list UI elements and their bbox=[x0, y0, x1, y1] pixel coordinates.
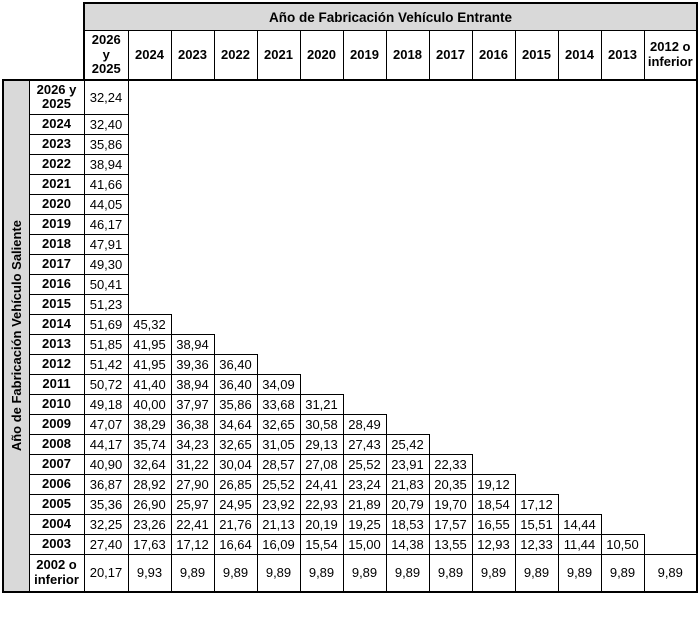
data-cell: 32,64 bbox=[128, 454, 171, 474]
data-cell: 25,42 bbox=[386, 434, 429, 454]
data-cell: 15,54 bbox=[300, 534, 343, 554]
data-cell: 20,19 bbox=[300, 514, 343, 534]
table-row bbox=[3, 374, 697, 394]
empty-corner bbox=[3, 3, 84, 80]
data-cell: 51,69 bbox=[84, 314, 128, 334]
row-header: 2002 o inferior bbox=[29, 554, 84, 592]
data-cell: 31,05 bbox=[257, 434, 300, 454]
data-cell: 38,29 bbox=[128, 414, 171, 434]
table-row bbox=[3, 214, 697, 234]
data-cell: 39,36 bbox=[171, 354, 214, 374]
data-cell: 28,57 bbox=[257, 454, 300, 474]
data-cell: 36,87 bbox=[84, 474, 128, 494]
table-row bbox=[3, 334, 697, 354]
column-header-row bbox=[3, 31, 697, 81]
empty-region bbox=[128, 234, 697, 254]
saliente-axis-strip bbox=[3, 80, 29, 592]
empty-region bbox=[386, 414, 697, 434]
col-header: 2016 bbox=[472, 31, 515, 81]
data-cell: 50,41 bbox=[84, 274, 128, 294]
empty-region bbox=[515, 474, 697, 494]
empty-region bbox=[128, 174, 697, 194]
data-cell: 15,00 bbox=[343, 534, 386, 554]
row-header: 2020 bbox=[29, 194, 84, 214]
data-cell: 15,51 bbox=[515, 514, 558, 534]
data-cell: 27,40 bbox=[84, 534, 128, 554]
empty-region bbox=[128, 254, 697, 274]
empty-region bbox=[128, 194, 697, 214]
data-cell: 23,91 bbox=[386, 454, 429, 474]
data-cell: 32,65 bbox=[214, 434, 257, 454]
data-cell: 41,95 bbox=[128, 354, 171, 374]
data-cell: 9,89 bbox=[515, 554, 558, 592]
header-banner-row bbox=[3, 3, 697, 31]
table-row bbox=[3, 234, 697, 254]
data-cell: 28,49 bbox=[343, 414, 386, 434]
table-row bbox=[3, 80, 697, 114]
data-cell: 38,94 bbox=[84, 154, 128, 174]
empty-region bbox=[128, 154, 697, 174]
row-header: 2007 bbox=[29, 454, 84, 474]
col-header: 2022 bbox=[214, 31, 257, 81]
data-cell: 38,94 bbox=[171, 334, 214, 354]
data-cell: 9,89 bbox=[601, 554, 644, 592]
data-cell: 26,85 bbox=[214, 474, 257, 494]
col-header: 2018 bbox=[386, 31, 429, 81]
table-row bbox=[3, 114, 697, 134]
data-cell: 37,97 bbox=[171, 394, 214, 414]
table-row bbox=[3, 414, 697, 434]
col-header: 2017 bbox=[429, 31, 472, 81]
data-cell: 34,64 bbox=[214, 414, 257, 434]
data-cell: 19,12 bbox=[472, 474, 515, 494]
table-row bbox=[3, 434, 697, 454]
data-cell: 12,93 bbox=[472, 534, 515, 554]
data-cell: 49,18 bbox=[84, 394, 128, 414]
table-row bbox=[3, 194, 697, 214]
data-cell: 9,89 bbox=[558, 554, 601, 592]
data-cell: 35,36 bbox=[84, 494, 128, 514]
col-header: 2012 o inferior bbox=[644, 31, 697, 81]
row-header: 2017 bbox=[29, 254, 84, 274]
entrante-axis-title: Año de Fabricación Vehículo Entrante bbox=[84, 3, 697, 31]
data-cell: 44,05 bbox=[84, 194, 128, 214]
table-row bbox=[3, 514, 697, 534]
data-cell: 41,66 bbox=[84, 174, 128, 194]
table-row bbox=[3, 494, 697, 514]
table-row bbox=[3, 254, 697, 274]
empty-region bbox=[128, 80, 697, 114]
data-cell: 25,52 bbox=[343, 454, 386, 474]
data-cell: 34,09 bbox=[257, 374, 300, 394]
data-cell: 28,92 bbox=[128, 474, 171, 494]
data-cell: 35,86 bbox=[84, 134, 128, 154]
data-cell: 35,86 bbox=[214, 394, 257, 414]
col-header: 2024 bbox=[128, 31, 171, 81]
data-cell: 9,89 bbox=[343, 554, 386, 592]
row-header: 2014 bbox=[29, 314, 84, 334]
empty-region bbox=[429, 434, 697, 454]
data-cell: 20,35 bbox=[429, 474, 472, 494]
data-cell: 36,38 bbox=[171, 414, 214, 434]
data-cell: 9,93 bbox=[128, 554, 171, 592]
data-cell: 51,42 bbox=[84, 354, 128, 374]
col-header: 2015 bbox=[515, 31, 558, 81]
row-header: 2022 bbox=[29, 154, 84, 174]
data-cell: 40,00 bbox=[128, 394, 171, 414]
data-cell: 33,68 bbox=[257, 394, 300, 414]
data-cell: 47,91 bbox=[84, 234, 128, 254]
data-cell: 26,90 bbox=[128, 494, 171, 514]
empty-region bbox=[128, 274, 697, 294]
data-cell: 18,54 bbox=[472, 494, 515, 514]
data-cell: 46,17 bbox=[84, 214, 128, 234]
data-cell: 18,53 bbox=[386, 514, 429, 534]
empty-region bbox=[128, 294, 697, 314]
empty-region bbox=[128, 114, 697, 134]
data-cell: 27,90 bbox=[171, 474, 214, 494]
data-cell: 16,09 bbox=[257, 534, 300, 554]
data-cell: 21,13 bbox=[257, 514, 300, 534]
row-header: 2006 bbox=[29, 474, 84, 494]
data-cell: 32,24 bbox=[84, 80, 128, 114]
data-cell: 51,85 bbox=[84, 334, 128, 354]
empty-region bbox=[644, 534, 697, 554]
data-cell: 12,33 bbox=[515, 534, 558, 554]
data-cell: 45,32 bbox=[128, 314, 171, 334]
data-cell: 19,70 bbox=[429, 494, 472, 514]
table-row bbox=[3, 314, 697, 334]
data-cell: 14,44 bbox=[558, 514, 601, 534]
empty-region bbox=[601, 514, 697, 534]
data-cell: 36,40 bbox=[214, 374, 257, 394]
data-cell: 9,89 bbox=[214, 554, 257, 592]
data-cell: 32,25 bbox=[84, 514, 128, 534]
table-row bbox=[3, 294, 697, 314]
empty-region bbox=[558, 494, 697, 514]
col-header: 2021 bbox=[257, 31, 300, 81]
data-cell: 44,17 bbox=[84, 434, 128, 454]
table-row bbox=[3, 474, 697, 494]
data-cell: 41,40 bbox=[128, 374, 171, 394]
data-cell: 9,89 bbox=[300, 554, 343, 592]
row-header: 2016 bbox=[29, 274, 84, 294]
table-row bbox=[3, 454, 697, 474]
table-row bbox=[3, 154, 697, 174]
col-header: 2020 bbox=[300, 31, 343, 81]
data-cell: 9,89 bbox=[257, 554, 300, 592]
row-header: 2003 bbox=[29, 534, 84, 554]
data-cell: 17,57 bbox=[429, 514, 472, 534]
data-cell: 24,95 bbox=[214, 494, 257, 514]
data-cell: 34,23 bbox=[171, 434, 214, 454]
col-header: 2014 bbox=[558, 31, 601, 81]
data-cell: 27,43 bbox=[343, 434, 386, 454]
data-cell: 13,55 bbox=[429, 534, 472, 554]
empty-region bbox=[128, 214, 697, 234]
row-header: 2013 bbox=[29, 334, 84, 354]
table-row bbox=[3, 354, 697, 374]
col-header: 2019 bbox=[343, 31, 386, 81]
row-header: 2023 bbox=[29, 134, 84, 154]
col-header: 2023 bbox=[171, 31, 214, 81]
vehicle-year-percentage-table bbox=[2, 2, 698, 593]
empty-region bbox=[257, 354, 697, 374]
data-cell: 31,21 bbox=[300, 394, 343, 414]
table-row bbox=[3, 174, 697, 194]
table-row bbox=[3, 394, 697, 414]
data-cell: 9,89 bbox=[171, 554, 214, 592]
col-header: 2026 y 2025 bbox=[84, 31, 128, 81]
data-cell: 9,89 bbox=[386, 554, 429, 592]
data-cell: 9,89 bbox=[429, 554, 472, 592]
data-cell: 38,94 bbox=[171, 374, 214, 394]
data-cell: 20,17 bbox=[84, 554, 128, 592]
data-cell: 25,97 bbox=[171, 494, 214, 514]
data-cell: 30,04 bbox=[214, 454, 257, 474]
data-cell: 35,74 bbox=[128, 434, 171, 454]
row-header: 2009 bbox=[29, 414, 84, 434]
table-row bbox=[3, 134, 697, 154]
data-cell: 31,22 bbox=[171, 454, 214, 474]
empty-region bbox=[171, 314, 697, 334]
empty-region bbox=[472, 454, 697, 474]
saliente-axis-title: Año de Fabricación Vehículo Saliente bbox=[8, 220, 24, 452]
data-cell: 27,08 bbox=[300, 454, 343, 474]
data-cell: 21,83 bbox=[386, 474, 429, 494]
data-cell: 17,12 bbox=[515, 494, 558, 514]
data-cell: 9,89 bbox=[644, 554, 697, 592]
data-cell: 21,89 bbox=[343, 494, 386, 514]
empty-region bbox=[128, 134, 697, 154]
data-cell: 16,64 bbox=[214, 534, 257, 554]
empty-region bbox=[300, 374, 697, 394]
data-cell: 16,55 bbox=[472, 514, 515, 534]
row-header: 2024 bbox=[29, 114, 84, 134]
data-cell: 23,92 bbox=[257, 494, 300, 514]
data-cell: 25,52 bbox=[257, 474, 300, 494]
data-cell: 30,58 bbox=[300, 414, 343, 434]
data-cell: 19,25 bbox=[343, 514, 386, 534]
data-cell: 21,76 bbox=[214, 514, 257, 534]
table-row bbox=[3, 554, 697, 592]
data-cell: 23,24 bbox=[343, 474, 386, 494]
data-cell: 23,26 bbox=[128, 514, 171, 534]
data-cell: 22,41 bbox=[171, 514, 214, 534]
data-cell: 41,95 bbox=[128, 334, 171, 354]
row-header: 2021 bbox=[29, 174, 84, 194]
data-cell: 10,50 bbox=[601, 534, 644, 554]
data-cell: 14,38 bbox=[386, 534, 429, 554]
data-cell: 22,33 bbox=[429, 454, 472, 474]
row-header: 2012 bbox=[29, 354, 84, 374]
row-header: 2004 bbox=[29, 514, 84, 534]
row-header: 2019 bbox=[29, 214, 84, 234]
col-header: 2013 bbox=[601, 31, 644, 81]
data-cell: 47,07 bbox=[84, 414, 128, 434]
empty-region bbox=[214, 334, 697, 354]
data-cell: 50,72 bbox=[84, 374, 128, 394]
data-cell: 32,40 bbox=[84, 114, 128, 134]
row-header: 2011 bbox=[29, 374, 84, 394]
data-cell: 49,30 bbox=[84, 254, 128, 274]
row-header: 2015 bbox=[29, 294, 84, 314]
data-cell: 17,12 bbox=[171, 534, 214, 554]
data-cell: 20,79 bbox=[386, 494, 429, 514]
row-header: 2005 bbox=[29, 494, 84, 514]
empty-region bbox=[343, 394, 697, 414]
row-header: 2008 bbox=[29, 434, 84, 454]
data-cell: 22,93 bbox=[300, 494, 343, 514]
data-cell: 40,90 bbox=[84, 454, 128, 474]
data-cell: 32,65 bbox=[257, 414, 300, 434]
table-row bbox=[3, 274, 697, 294]
data-cell: 51,23 bbox=[84, 294, 128, 314]
row-header: 2010 bbox=[29, 394, 84, 414]
row-header: 2018 bbox=[29, 234, 84, 254]
row-header: 2026 y 2025 bbox=[29, 80, 84, 114]
data-cell: 36,40 bbox=[214, 354, 257, 374]
data-cell: 17,63 bbox=[128, 534, 171, 554]
data-cell: 24,41 bbox=[300, 474, 343, 494]
data-cell: 29,13 bbox=[300, 434, 343, 454]
data-cell: 11,44 bbox=[558, 534, 601, 554]
data-cell: 9,89 bbox=[472, 554, 515, 592]
table-row bbox=[3, 534, 697, 554]
